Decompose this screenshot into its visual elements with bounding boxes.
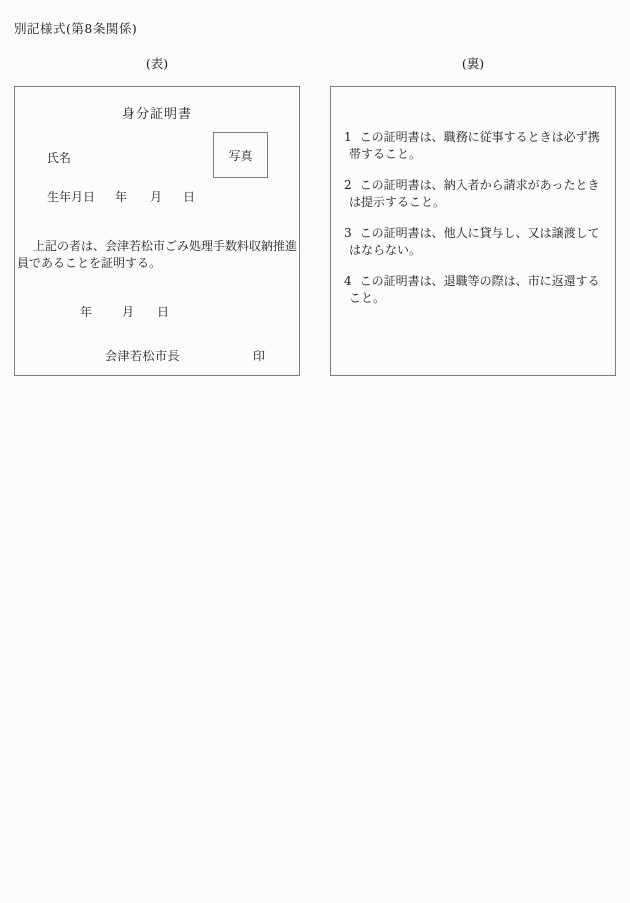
birthdate-month-label: 月 (150, 190, 163, 204)
name-field-label: 氏名 (47, 151, 72, 165)
rule-text: この証明書は、職務に従事するときは必ず携帯すること。 (349, 130, 600, 161)
seal-label: 印 (253, 349, 266, 363)
rule-text: この証明書は、他人に貸与し、又は譲渡してはならない。 (349, 226, 600, 257)
rule-text: この証明書は、納入者から請求があったときは提示すること。 (349, 178, 600, 209)
rule-number: 4 (344, 274, 352, 288)
rule-item-1 (344, 129, 605, 163)
id-card-front (14, 86, 300, 376)
rule-text: この証明書は、退職等の際は、市に返還すること。 (349, 274, 600, 305)
issue-date-month-label: 月 (122, 305, 135, 319)
front-side-label: (表) (145, 56, 169, 71)
rule-item-3 (344, 225, 605, 259)
back-side-label: (裏) (461, 56, 485, 71)
birthdate-day-label: 日 (183, 190, 196, 204)
rule-number: 3 (344, 226, 352, 240)
rule-number: 2 (344, 178, 352, 192)
rule-number: 1 (344, 130, 352, 144)
mayor-signature-label: 会津若松市長 (105, 349, 181, 363)
rules-list (331, 87, 615, 307)
id-card-title: 身分証明書 (121, 107, 192, 122)
photo-label: 写真 (228, 148, 253, 163)
photo-placeholder-box (213, 132, 268, 178)
rule-item-2 (344, 177, 605, 211)
birthdate-field-label: 生年月日 (47, 190, 96, 204)
certification-statement: 上記の者は、会津若松市ごみ処理手数料収納推進員であることを証明する。 (17, 239, 298, 270)
rule-item-4 (344, 273, 605, 307)
form-header: 別記様式(第8条関係) (14, 21, 138, 36)
issue-date-year-label: 年 (80, 305, 93, 319)
issue-date-day-label: 日 (157, 305, 170, 319)
id-card-back (330, 86, 616, 376)
birthdate-year-label: 年 (115, 190, 128, 204)
